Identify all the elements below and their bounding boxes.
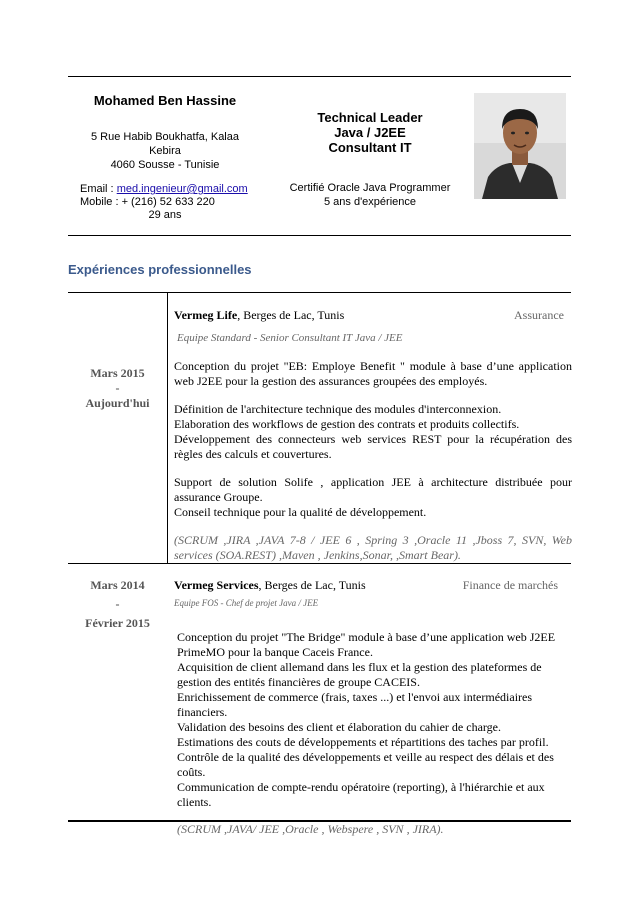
address-line: 4060 Sousse - Tunisie: [110, 159, 220, 171]
experience-description: [177, 630, 562, 837]
tech-stack: (SCRUM ,JAVA/ JEE ,Oracle , Webspere , SVN , JIRA).: [177, 822, 444, 836]
company-name: Vermeg Services: [174, 578, 259, 592]
date-separator: -: [115, 381, 120, 395]
experience-years: 5 ans d'expérience: [324, 196, 416, 208]
certification: Certifié Oracle Java Programmer: [289, 182, 451, 194]
header-top-rule: [68, 76, 571, 77]
description-paragraph: Support de solution Solife , application JEE à architecture distribuée pour assurance Groupe.: [174, 475, 572, 504]
description-paragraph: Conseil technique pour la qualité de développement.: [174, 505, 427, 519]
title-line: Java / J2EE: [334, 125, 406, 140]
date-from: Mars 2014: [90, 578, 145, 592]
company-location: , Berges de Lac, Tunis: [237, 308, 345, 322]
date-range: [70, 578, 165, 631]
date-to: Aujourd'hui: [85, 396, 150, 410]
experience-header: [174, 578, 568, 593]
description-paragraph: Acquisition de client allemand dans les flux et la gestion des plateformes de gestion des entités financières de groupe CACEIS.: [177, 660, 542, 689]
contact-details: [80, 183, 265, 222]
title-block: [280, 110, 460, 209]
description-paragraph: Conception du projet "EB: Employe Benefit " module à base d’une application web J2EE pour la gestion des assurances groupées des employés.: [174, 359, 572, 388]
domain-label: Assurance: [514, 308, 564, 322]
description-paragraph: Elaboration des workflows de gestion des contrats et produits collectifs.: [174, 417, 520, 431]
table-top-rule: [68, 292, 571, 293]
experience-description: [174, 359, 572, 563]
tech-stack: (SCRUM ,JIRA ,JAVA 7-8 / JEE 6 , Spring 3 ,Oracle 11 ,Jboss 7, SVN, Web services (SOA.REST) ,Maven , Jenkins,Sonar, ,Smart Bear).: [174, 533, 572, 562]
domain-label: Finance de marchés: [462, 578, 558, 592]
table-column-divider: [167, 293, 168, 563]
team-role: Equipe Standard - Senior Consultant IT Java / JEE: [177, 332, 403, 344]
person-photo-icon: [474, 93, 566, 199]
email-label: Email :: [80, 183, 117, 195]
description-paragraph: Conception du projet "The Bridge" module à base d’une application web J2EE PrimeMO pour la banque Caceis France.: [177, 630, 556, 659]
description-paragraph: Estimations des couts de développements et répartitions des taches par profil.: [177, 735, 549, 749]
candidate-name: Mohamed Ben Hassine: [93, 93, 237, 108]
title-line: Consultant IT: [328, 140, 412, 155]
date-from: Mars 2015: [90, 366, 145, 380]
team-role: Equipe FOS - Chef de projet Java / JEE: [174, 598, 319, 608]
company-location: , Berges de Lac, Tunis: [258, 578, 366, 592]
description-paragraph: Développement des connecteurs web services REST pour la récupération des règles des calculs et couvertures.: [174, 432, 572, 461]
description-paragraph: Définition de l'architecture technique des modules d'interconnexion.: [174, 402, 502, 416]
address-line: Kebira: [149, 145, 181, 157]
contact-block: [80, 93, 250, 172]
profile-photo: [474, 93, 566, 199]
email-link[interactable]: med.ingenieur@gmail.com: [116, 183, 248, 195]
age: 29 ans: [148, 209, 182, 221]
mobile-number: Mobile : + (216) 52 633 220: [80, 196, 215, 208]
table-row-separator: [68, 563, 571, 564]
date-to: Février 2015: [85, 616, 150, 630]
description-paragraph: Communication de compte-rendu opératoire (reporting), à l'hiérarchie et aux clients.: [177, 780, 545, 809]
date-separator: -: [115, 597, 120, 611]
experience-header: [174, 308, 568, 323]
section-title: Expériences professionnelles: [68, 262, 252, 277]
header-bottom-rule: [68, 235, 571, 236]
title-line: Technical Leader: [317, 110, 423, 125]
description-paragraph: Enrichissement de commerce (frais, taxes ...) et l'envoi aux intermédiaires financiers.: [177, 690, 533, 719]
description-paragraph: Contrôle de la qualité des développements et veille au respect des délais et des coûts.: [177, 750, 554, 779]
date-range: [70, 366, 165, 411]
company-name: Vermeg Life: [174, 308, 238, 322]
address-line: 5 Rue Habib Boukhatfa, Kalaa: [91, 131, 239, 143]
description-paragraph: Validation des besoins des client et élaboration du cahier de charge.: [177, 720, 501, 734]
